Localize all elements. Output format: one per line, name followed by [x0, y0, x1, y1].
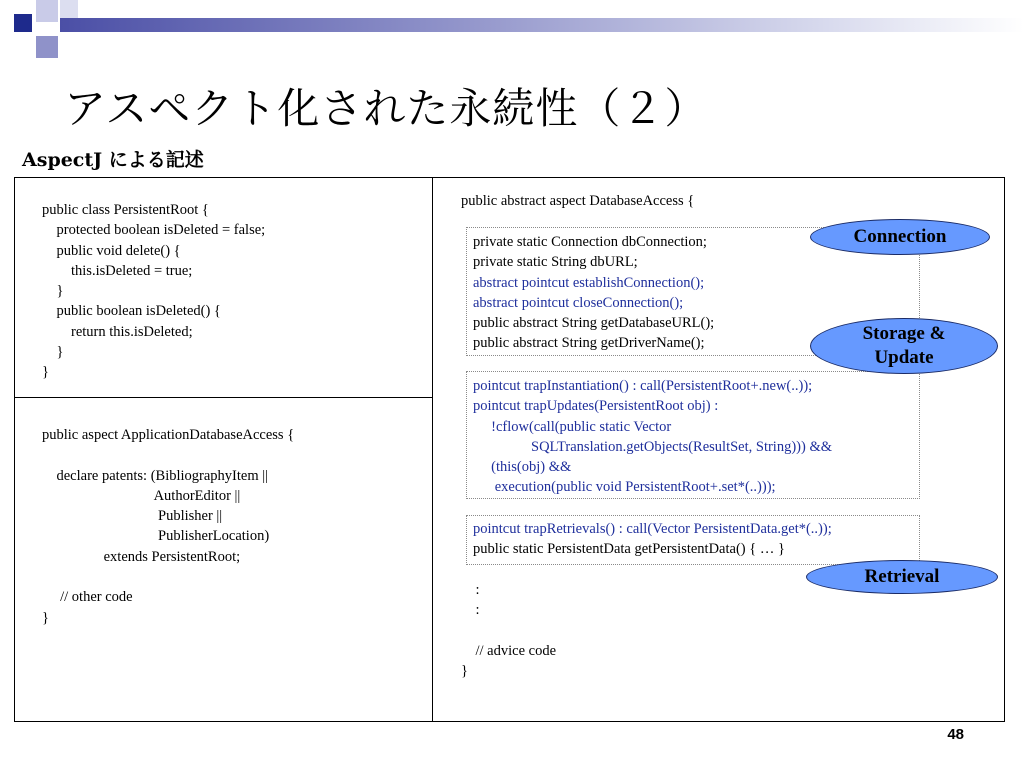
database-access-header: public abstract aspect DatabaseAccess {	[461, 193, 695, 209]
code-line: }	[42, 344, 64, 361]
code-line: // other code	[42, 589, 133, 606]
code-line: (this(obj) &&	[473, 459, 572, 476]
vertical-divider	[432, 177, 433, 722]
code-line: :	[461, 602, 480, 619]
code-line: protected boolean isDeleted = false;	[42, 222, 266, 239]
storage-block-code	[473, 376, 832, 498]
code-line: execution(public void PersistentRoot+.set*(..)));	[473, 479, 776, 496]
code-line: public class PersistentRoot {	[42, 202, 209, 218]
slide-title: アスペクト化された永続性（２）	[64, 84, 708, 133]
page-number: 48	[947, 726, 964, 743]
code-line: pointcut trapRetrievals() : call(Vector PersistentData.get*(..));	[473, 521, 832, 537]
code-line: abstract pointcut closeConnection();	[473, 294, 684, 311]
code-line: }	[42, 364, 49, 381]
connection-label-text: Connection	[853, 226, 947, 247]
code-line: public void delete() {	[42, 242, 181, 259]
storage-update-label	[810, 318, 998, 374]
code-line	[42, 445, 294, 465]
code-line: }	[42, 609, 49, 626]
code-line: private static String dbURL;	[473, 254, 638, 271]
retrieval-label-text: Retrieval	[864, 566, 940, 587]
connection-label	[810, 219, 990, 255]
code-line: AuthorEditor ||	[42, 487, 241, 504]
retrieval-block-code	[473, 519, 832, 560]
code-line: public abstract String getDatabaseURL();	[473, 315, 715, 332]
code-line: }	[42, 283, 64, 300]
slide-subtitle: AspectJ による記述	[22, 149, 204, 171]
code-line	[461, 621, 556, 641]
storage-label-line2: Update	[874, 347, 934, 368]
code-line: extends PersistentRoot;	[42, 548, 241, 565]
code-line: abstract pointcut establishConnection();	[473, 274, 705, 291]
code-line: this.isDeleted = true;	[42, 262, 193, 279]
connection-block-code	[473, 232, 714, 354]
code-line: return this.isDeleted;	[42, 323, 193, 340]
code-line: Publisher ||	[42, 508, 223, 525]
code-line: PublisherLocation)	[42, 528, 270, 545]
code-line: pointcut trapInstantiation() : call(PersistentRoot+.new(..));	[473, 378, 813, 394]
code-line: :	[461, 582, 480, 598]
code-line: !cflow(call(public static Vector	[473, 418, 672, 435]
code-line: public abstract String getDriverName();	[473, 335, 705, 352]
code-line: SQLTranslation.getObjects(ResultSet, String))) &&	[473, 438, 833, 455]
code-line: // advice code	[461, 642, 557, 659]
code-line: pointcut trapUpdates(PersistentRoot obj) :	[473, 398, 719, 415]
storage-label-line1: Storage &	[862, 323, 946, 344]
header-gradient-bar	[60, 18, 1024, 32]
corner-square-mid	[36, 36, 58, 58]
corner-square-light	[36, 0, 58, 22]
corner-square-pale	[60, 0, 78, 18]
application-database-access-code	[42, 425, 294, 628]
corner-square-dark	[14, 14, 32, 32]
persistent-root-code	[42, 200, 265, 383]
code-line	[42, 567, 294, 587]
code-line: declare patents: (BibliographyItem ||	[42, 467, 269, 484]
retrieval-label	[806, 560, 998, 594]
code-line: }	[461, 663, 468, 680]
code-line: private static Connection dbConnection;	[473, 234, 707, 250]
code-line: public boolean isDeleted() {	[42, 303, 221, 320]
code-line: public static PersistentData getPersistentData() { … }	[473, 541, 785, 558]
code-line: public aspect ApplicationDatabaseAccess {	[42, 427, 295, 443]
horizontal-divider	[14, 397, 433, 398]
advice-code	[461, 580, 556, 681]
